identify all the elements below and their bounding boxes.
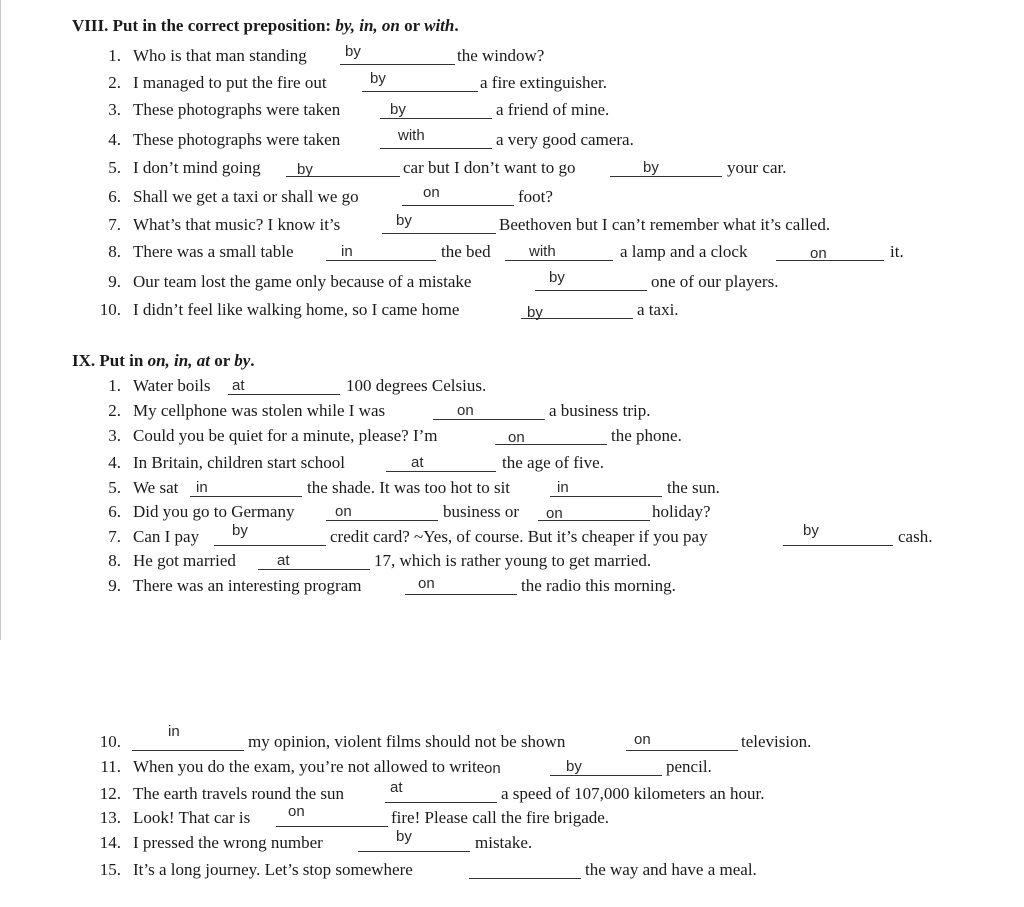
sentence-text: There was an interesting program: [133, 576, 362, 595]
handwritten-answer: on: [546, 505, 563, 522]
item-number: 13.: [99, 808, 121, 827]
answer-blank[interactable]: [469, 860, 581, 880]
blank-underline: [626, 750, 738, 751]
sentence-text: the window?: [457, 46, 545, 65]
handwritten-answer: in: [341, 243, 353, 260]
handwritten-answer: by: [232, 522, 248, 539]
answer-blank[interactable]: [783, 527, 893, 547]
blank-underline: [535, 290, 647, 291]
sentence-text: Water boils: [133, 376, 211, 395]
sentence-text: It’s a long journey. Let’s stop somewhere: [133, 860, 413, 879]
item-number: 4.: [108, 130, 121, 149]
section-viii-title-end: .: [454, 16, 459, 35]
sentence-text: the shade. It was too hot to sit: [307, 478, 511, 497]
handwritten-answer: in: [557, 479, 569, 496]
handwritten-answer: on: [457, 402, 474, 419]
item-number: 3.: [108, 100, 121, 119]
handwritten-answer: with: [529, 243, 556, 260]
blank-underline: [362, 91, 478, 92]
sentence-text: Who is that man standing: [133, 46, 307, 65]
blank-underline: [214, 545, 326, 546]
handwritten-answer: at: [390, 779, 403, 796]
sentence-text: Did you go to Germany: [133, 502, 295, 521]
item-number: 6.: [108, 502, 121, 521]
sentence-text: These photographs were taken: [133, 130, 341, 149]
blank-underline: [132, 750, 244, 751]
item-number: 10.: [99, 732, 121, 751]
answer-blank[interactable]: [776, 242, 884, 262]
handwritten-answer: on: [810, 245, 827, 262]
sentence-text: one of our players.: [651, 272, 779, 291]
item-number: 12.: [99, 784, 121, 803]
handwritten-answer: with: [398, 127, 425, 144]
sentence-text: credit card? ~Yes, of course. But it’s cheaper if you pay: [330, 527, 708, 546]
sentence-text: Shall we get a taxi or shall we go: [133, 187, 359, 206]
handwritten-answer: at: [232, 377, 245, 394]
handwritten-answer: by: [643, 159, 659, 176]
sentence-text: holiday?: [652, 502, 711, 521]
blank-underline: [258, 569, 370, 570]
answer-blank[interactable]: [505, 242, 613, 262]
sentence-text: Can I pay: [133, 527, 200, 546]
blank-underline: [385, 802, 497, 803]
item-number: 3.: [108, 426, 121, 445]
sentence-text: a very good camera.: [496, 130, 634, 149]
handwritten-answer: on: [335, 503, 352, 520]
answer-blank[interactable]: [433, 401, 545, 421]
answer-blank[interactable]: [610, 158, 722, 178]
sentence-text: We sat: [133, 478, 179, 497]
page-edge-line: [0, 0, 1, 640]
item-number: 5.: [108, 158, 121, 177]
section-viii-heading: [72, 16, 459, 36]
sentence-text: a business trip.: [549, 401, 651, 420]
section-ix-title-end: .: [250, 351, 255, 370]
blank-underline: [469, 878, 581, 879]
item-number: 9.: [108, 576, 121, 595]
handwritten-answer: by: [390, 101, 406, 118]
sentence-text: Could you be quiet for a minute, please? I’m: [133, 426, 438, 445]
handwritten-answer: on: [288, 803, 305, 820]
sentence-text: a lamp and a clock: [620, 242, 748, 261]
section-ix-title-options: on, in, at: [147, 351, 210, 370]
answer-blank[interactable]: [132, 732, 244, 752]
blank-underline: [380, 118, 492, 119]
item-number: 8.: [108, 551, 121, 570]
sentence-text: foot?: [518, 187, 553, 206]
blank-underline: [433, 419, 545, 420]
handwritten-answer: by: [803, 522, 819, 539]
handwritten-answer-extra: on: [484, 760, 501, 777]
blank-underline: [550, 496, 662, 497]
section-viii-title-options: by, in, on: [335, 16, 400, 35]
blank-underline: [505, 260, 613, 261]
sentence-text: I didn’t feel like walking home, so I came home: [133, 300, 460, 319]
item-number: 7.: [108, 215, 121, 234]
item-number: 1.: [108, 46, 121, 65]
sentence-text: business or: [443, 502, 520, 521]
handwritten-answer: on: [634, 731, 651, 748]
section-ix-title-prefix: IX. Put in: [72, 351, 148, 370]
handwritten-answer: by: [527, 304, 543, 321]
blank-underline: [276, 826, 388, 827]
item-number: 9.: [108, 272, 121, 291]
section-ix-heading: [72, 351, 254, 371]
item-number: 5.: [108, 478, 121, 497]
section-viii-title-or: or: [399, 16, 425, 35]
blank-underline: [326, 260, 436, 261]
sentence-text: the sun.: [667, 478, 720, 497]
sentence-text: a fire extinguisher.: [480, 73, 607, 92]
section-ix-title-last: by: [234, 351, 251, 370]
sentence-text: the bed: [441, 242, 491, 261]
handwritten-answer: by: [566, 758, 582, 775]
handwritten-answer: by: [370, 70, 386, 87]
item-number: 6.: [108, 187, 121, 206]
handwritten-answer: by: [549, 269, 565, 286]
sentence-text: my opinion, violent films should not be shown: [248, 732, 566, 751]
sentence-text: The earth travels round the sun: [133, 784, 345, 803]
handwritten-answer: on: [423, 184, 440, 201]
sentence-text: These photographs were taken: [133, 100, 341, 119]
sentence-text: In Britain, children start school: [133, 453, 345, 472]
sentence-text: a friend of mine.: [496, 100, 610, 119]
sentence-text: pencil.: [666, 757, 712, 776]
answer-blank[interactable]: [380, 127, 492, 150]
sentence-text: 17, which is rather young to get married.: [374, 551, 652, 570]
item-number: 1.: [108, 376, 121, 395]
sentence-text: it.: [890, 242, 904, 261]
item-number: 10.: [99, 300, 121, 319]
sentence-text: What’s that music? I know it’s: [133, 215, 341, 234]
item-number: 15.: [99, 860, 121, 879]
sentence-text: the way and have a meal.: [585, 860, 757, 879]
sentence-text: car but I don’t want to go: [403, 158, 576, 177]
sentence-text: the radio this morning.: [521, 576, 676, 595]
blank-underline: [326, 520, 438, 521]
blank-underline: [402, 205, 514, 206]
blank-underline: [382, 233, 496, 234]
handwritten-answer: by: [345, 43, 361, 60]
item-number: 14.: [99, 833, 121, 852]
sentence-text: a taxi.: [637, 300, 679, 319]
blank-underline: [190, 496, 302, 497]
handwritten-answer: by: [396, 828, 412, 845]
sentence-text: mistake.: [475, 833, 533, 852]
item-number: 11.: [100, 757, 121, 776]
blank-underline: [550, 775, 662, 776]
sentence-text: the phone.: [611, 426, 682, 445]
blank-underline: [776, 260, 884, 261]
item-number: 7.: [108, 527, 121, 546]
sentence-text: fire! Please call the fire brigade.: [391, 808, 610, 827]
sentence-text: 100 degrees Celsius.: [346, 376, 487, 395]
sentence-text: television.: [741, 732, 812, 751]
handwritten-answer: by: [396, 212, 412, 229]
blank-underline: [783, 545, 893, 546]
sentence-text: Beethoven but I can’t remember what it’s called.: [499, 215, 831, 234]
blank-underline: [228, 394, 340, 395]
handwritten-answer: at: [277, 552, 290, 569]
sentence-text: When you do the exam, you’re not allowed to write: [133, 757, 485, 776]
sentence-text: He got married: [133, 551, 236, 570]
handwritten-answer: by: [297, 161, 313, 178]
blank-underline: [340, 64, 455, 65]
blank-underline: [380, 148, 492, 149]
answer-blank[interactable]: [258, 551, 370, 571]
sentence-text: I pressed the wrong number: [133, 833, 323, 852]
item-number: 2.: [108, 73, 121, 92]
sentence-text: There was a small table: [133, 242, 294, 261]
item-number: 8.: [108, 242, 121, 261]
sentence-text: Our team lost the game only because of a mistake: [133, 272, 472, 291]
answer-blank[interactable]: [214, 527, 326, 547]
sentence-text: I managed to put the fire out: [133, 73, 327, 92]
sentence-text: a speed of 107,000 kilometers an hour.: [501, 784, 765, 803]
handwritten-answer: on: [418, 575, 435, 592]
handwritten-answer: in: [196, 479, 208, 496]
answer-blank[interactable]: [402, 184, 514, 207]
section-ix-title-or: or: [209, 351, 235, 370]
handwritten-answer: on: [508, 429, 525, 446]
sentence-text: Look! That car is: [133, 808, 251, 827]
item-number: 2.: [108, 401, 121, 420]
blank-underline: [610, 176, 722, 177]
blank-underline: [358, 851, 470, 852]
answer-blank[interactable]: [358, 833, 470, 853]
sentence-text: cash.: [898, 527, 933, 546]
blank-underline: [386, 471, 496, 472]
blank-underline: [405, 594, 517, 595]
sentence-text: My cellphone was stolen while I was: [133, 401, 386, 420]
answer-blank[interactable]: [386, 453, 496, 473]
handwritten-answer: at: [411, 454, 424, 471]
item-number: 4.: [108, 453, 121, 472]
handwritten-answer: in: [168, 723, 180, 740]
sentence-text: your car.: [727, 158, 787, 177]
sentence-text: the age of five.: [502, 453, 604, 472]
sentence-text: I don’t mind going: [133, 158, 261, 177]
section-viii-title-prefix: VIII. Put in the correct preposition:: [72, 16, 336, 35]
section-viii-title-last: with: [424, 16, 455, 35]
